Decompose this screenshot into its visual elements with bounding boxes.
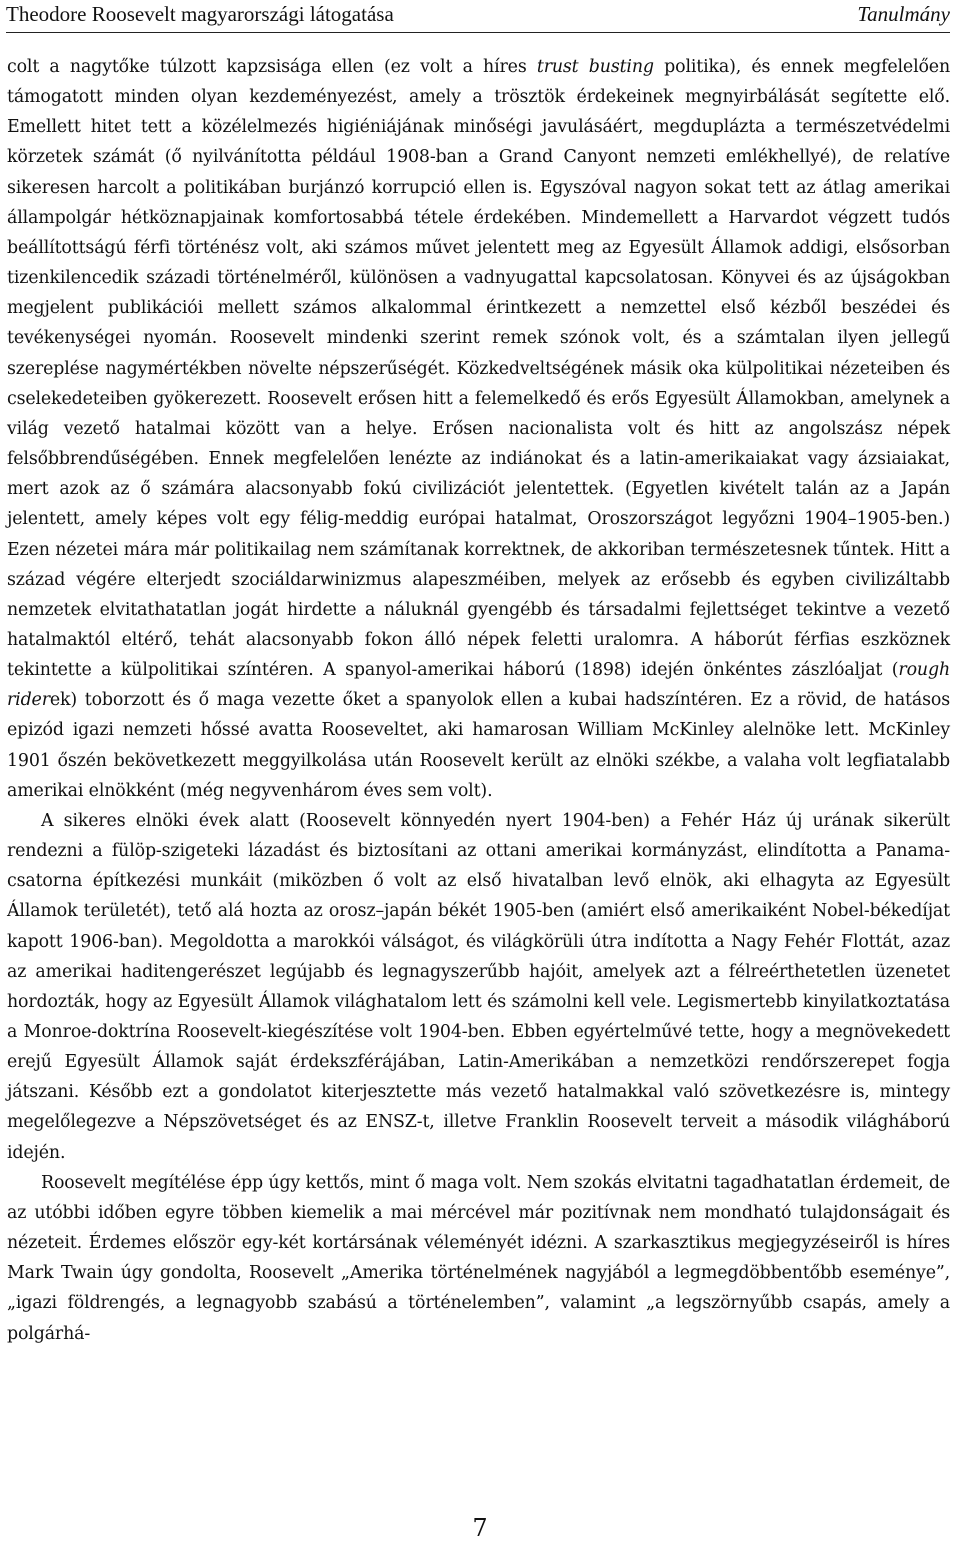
text-run: Roosevelt megítélése épp úgy kettős, mint ő maga volt. Nem szokás elvitatni tagadhatatlan érdemeit, de az utóbbi időben egyre többen kiemelik a mai mércével már pozitívnak nem mondható tulajdonságait és nézeteit. Érdemes először egy-két kortársának véleményét idézni. A szarkasztikus megjegyzéseiről is híres Mark Twain úgy gondolta, Roosevelt „Amerika történelmének nagyjából a legmegdöbbentőbb eseménye”, „igazi földrengés, a legnagyobb szabású a történelemben”, valamint „a legszörnyűbb csapás, amely a polgárhá-: [7, 1172, 950, 1344]
paragraph: [7, 806, 950, 1168]
italic-term: trust busting: [536, 57, 654, 77]
running-header: [6, 0, 950, 33]
text-run: A sikeres elnöki évek alatt (Roosevelt könnyedén nyert 1904-ben) a Fehér Ház új urának sikerült rendezni a fülöp-szigeteki lázadást és biztosítani az ottani amerikai kormányzást, elindította a Panama-csatorna építkezési munkáit (miközben ő volt az első hivatalban levő elnök, aki elhagyta az Egyesült Államok területét), tető alá hozta az orosz–japán békét 1905-ben (amiért első amerikaiként Nobel-békedíjat kapott 1906-ban). Megoldotta a marokkói válságot, és világkörüli útra indította a Nagy Fehér Flottát, azaz az amerikai haditengerészet legújabb és legnagyszerűbb hajóit, amelyek azt a félreérthetetlen üzenetet hordozták, hogy az Egyesült Államok világhatalom lett és számolni kell vele. Legismertebb kinyilatkoztatása a Monroe-doktrína Roosevelt-kiegészítése volt 1904-ben. Ebben egyértelművé tette, hogy a megnövekedett erejű Egyesült Államok saját érdekszférájában, Latin-Amerikában a nemzetközi rendőrszerepet fogja játszani. Később ezt a gondolatot kiterjesztette más vezető hatalmakkal való szövetkezésre is, mintegy megelőlegezve a Népszövetséget és az ENSZ-t, illetve Franklin Roosevelt terveit a második világháború idején.: [7, 810, 950, 1163]
italic-term: rough rider: [7, 660, 950, 711]
text-run: ek) toborzott és ő maga vezette őket a spanyolok ellen a kubai hadszíntéren. Ez a rövid, de hatásos epizód igazi nemzeti hőssé avatta Rooseveltet, aki hamarosan William McKinley alelnöke lett. McKinley 1901 őszén bekövetkezett meggyilkolása után Roosevelt került az elnöki székbe, a valaha volt legfiatalabb amerikai elnökként (még negyvenhárom éves sem volt).: [7, 690, 950, 801]
page-number: 7: [472, 1514, 488, 1542]
paragraph: [7, 52, 950, 806]
running-header-title: Theodore Roosevelt magyarországi látogatása: [6, 2, 394, 26]
article-body: [7, 52, 950, 1349]
paragraph: [7, 1168, 950, 1349]
text-run: politika), és ennek megfelelően támogatott minden olyan kezdeményezést, amely a trösztök érdekeinek megnyirbálását segítette elő. Emellett hitet tett a közélelmezés higiéniájának minőségi javulásáért, megduplázta a természetvédelmi körzetek számát (ő nyilvánította például 1908-ban a Grand Canyont nemzeti emlékhellyé), de relatíve sikeresen harcolt a politikában burjánzó korrupció ellen is. Egyszóval nagyon sokat tett az átlag amerikai állampolgár hétköznapjainak komfortosabbá tétele érdekében. Mindemellett a Harvardot végzett tudós beállítottságú férfi történész volt, aki számos művet jelentett meg az Egyesült Államok addigi, elsősorban tizenkilencedik századi történelméről, különösen a vadnyugattal kapcsolatosan. Könyvei és az újságokban megjelent publikációi mellett számos alkalommal érintkezett a nemzettel első kézből beszédei és tevékenységei nyomán. Roosevelt mindenki szerint remek szónok volt, és a számtalan ilyen jellegű szereplése nagymértékben növelte népszerűségét. Közkedveltségének másik oka külpolitikai nézeteiben és cselekedeteiben gyökerezett. Roosevelt erősen hitt a felemelkedő és erős Egyesült Államokban, amelynek a világ vezető hatalmai között van a helye. Erősen nacionalista volt és hitt az angolszász népek felsőbbrendűségében. Ennek megfelelően lenézte az indiánokat és a latin-amerikaiakat vagy ázsiaiakat, mert azok az ő számára alacsonyabb fokú civilizációt jelentettek. (Egyetlen kivételt talán az a Japán jelentett, amely képes volt egy félig-meddig európai hatalmat, Oroszországot legyőzni 1904–1905-ben.) Ezen nézetei mára már politikailag nem számítanak korrektnek, de akkoriban természetesnek tűntek. Hitt a század végére elterjedt szociáldarwinizmus alapeszméiben, melyek az erősebb és egyben civilizáltabb nemzetek elvitathatatlan jogát hirdette a náluknál gyengébb és társadalmi fejlettséget tekintve a vezető hatalmaktól eltérő, tehát alacsonyabb fokon álló népek feletti uralomra. A háborút férfias eszköznek tekintette a külpolitikai színtéren. A spanyol-amerikai háború (1898) idején önkéntes zászlóaljat (: [7, 57, 950, 681]
text-run: colt a nagytőke túlzott kapzsisága ellen (ez volt a híres: [7, 57, 537, 77]
running-header-section: Tanulmány: [857, 2, 950, 26]
